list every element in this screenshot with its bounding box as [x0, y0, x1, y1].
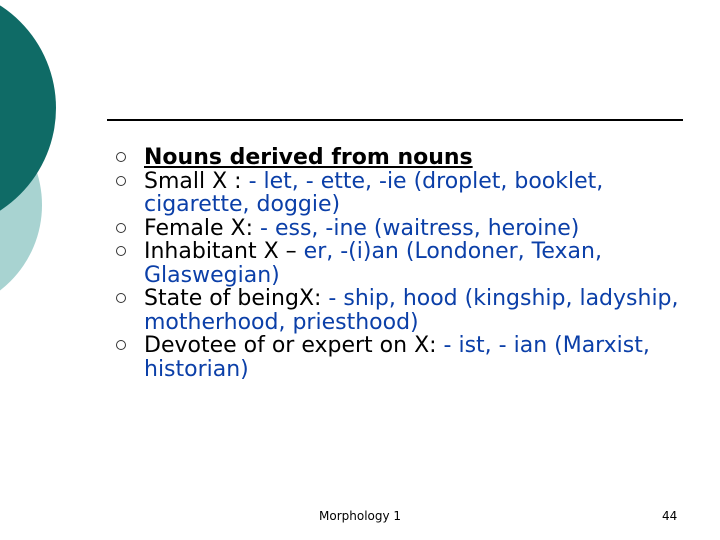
bullet-examples: - ist, - ian (Marxist, historian) — [144, 333, 650, 382]
circle-bullet-icon — [116, 246, 126, 256]
bullet-item — [116, 146, 686, 170]
bullet-text — [144, 169, 603, 218]
bullet-item — [116, 170, 686, 217]
bullet-item — [116, 287, 686, 334]
bullet-label: Devotee of or expert on X: — [144, 333, 444, 358]
bullet-text — [144, 333, 650, 382]
bullet-label: Small X : — [144, 168, 249, 194]
bullet-examples: - ship, hood (kingship, ladyship, motherhood, priesthood) — [144, 286, 679, 335]
decorative-circles — [0, 0, 80, 300]
bullet-item — [116, 334, 686, 381]
bullet-label: State of beingX: — [144, 286, 329, 311]
bullet-text — [144, 216, 579, 241]
bullet-item — [116, 240, 686, 287]
circle-bullet-icon — [116, 176, 126, 186]
circle-bullet-icon — [116, 152, 126, 162]
circle-bullet-icon — [116, 293, 126, 303]
title-divider — [107, 119, 683, 121]
section-heading: Nouns derived from nouns — [144, 145, 473, 170]
bullet-text — [144, 239, 602, 288]
bullet-item — [116, 217, 686, 241]
bullet-examples: er, -(i)an (Londoner, Texan, Glaswegian) — [144, 239, 602, 288]
bullet-label: Inhabitant X – — [144, 239, 304, 264]
slide-number: 44 — [662, 509, 678, 523]
bullet-text — [144, 286, 679, 335]
bullet-list — [116, 146, 686, 381]
bullet-examples: - let, - ette, -ie (droplet, booklet, cigarette, doggie) — [144, 168, 604, 217]
bullet-text — [144, 145, 473, 170]
footer-title: Morphology 1 — [319, 509, 402, 523]
bullet-label: Female X: — [144, 215, 261, 241]
bullet-examples: - ess, -ine (waitress, heroine) — [260, 215, 580, 241]
circle-bullet-icon — [116, 340, 126, 350]
circle-bullet-icon — [116, 223, 126, 233]
